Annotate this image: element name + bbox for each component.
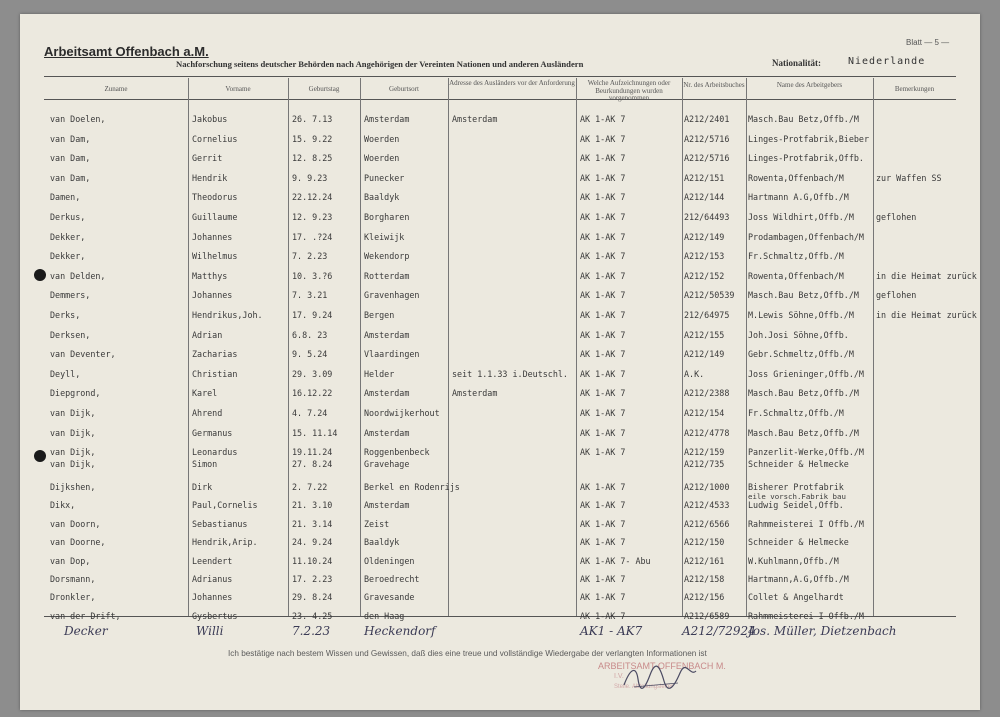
cell-firstname: Hendrik (192, 172, 228, 183)
cell-birthdate: 15. 9.22 (292, 133, 333, 144)
cell-birthplace: Baaldyk (364, 537, 400, 548)
cell-employer-continuation: eile vorsch.Fabrik bau (748, 492, 846, 501)
cell-records: AK 1-AK 7 (580, 408, 626, 418)
cell-birthdate: 19.11.24 (292, 447, 333, 458)
cell-employer: Bisherer Protfabrik (748, 482, 844, 492)
cell-employer: Joss Grieninger,Offb./M (748, 368, 864, 379)
cell-employer: Fr.Schmaltz,Offb./M (748, 251, 844, 262)
table-header-rule (44, 99, 956, 100)
cell-birthdate: 12. 9.23 (292, 212, 333, 222)
cell-firstname: Gerrit (192, 153, 223, 164)
cell-birthplace: Noordwijkerhout (364, 408, 440, 418)
cell-workbook-no: A212/4778 (684, 427, 730, 438)
cell-address: Amsterdam (452, 388, 498, 399)
cell-surname: Dronkler, (50, 592, 96, 603)
cell-employer: Masch.Bau Betz,Offb./M (748, 427, 859, 438)
handwritten-employer: Jos. Müller, Dietzenbach (748, 624, 897, 638)
cell-records: AK 1-AK 7 (580, 153, 626, 164)
cell-employer: Masch.Bau Betz,Offb./M (748, 114, 859, 124)
cell-birthdate: 12. 8.25 (292, 153, 333, 164)
cell-surname: Derks, (50, 310, 81, 320)
cell-records: AK 1-AK 7 (580, 251, 626, 262)
cell-records: AK 1-AK 7 (580, 368, 626, 379)
cell-surname: Diepgrond, (50, 388, 101, 399)
cell-employer: Hartmann A.G,Offb./M (748, 192, 849, 203)
cell-records: AK 1-AK 7 (580, 500, 626, 511)
cell-remarks: in die Heimat zurück (876, 310, 977, 320)
cell-workbook-no: A212/735 (684, 459, 725, 469)
cell-firstname: Matthys (192, 270, 228, 281)
cell-firstname: Zacharias (192, 349, 238, 360)
certification-text: Ich bestätige nach bestem Wissen und Gewissen, daß dies eine treue und vollständige Wiedergabe der verlangten Informationen ist (228, 649, 707, 658)
cell-records: AK 1-AK 7 (580, 329, 626, 340)
cell-records: AK 1-AK 7 (580, 537, 626, 548)
column-header: Nr. des Arbeitsbuches (683, 81, 745, 89)
cell-birthplace: Gravehage (364, 459, 410, 469)
cell-birthdate: 10. 3.?6 (292, 270, 333, 281)
cell-birthdate: 29. 8.24 (292, 592, 333, 603)
cell-birthplace: Kleiwijk (364, 231, 405, 242)
cell-workbook-no: A212/156 (684, 592, 725, 603)
cell-records: AK 1-AK 7 (580, 427, 626, 438)
cell-firstname: Hendrik,Arip. (192, 537, 258, 548)
cell-address: seit 1.1.33 i.Deutschl. (452, 368, 568, 379)
cell-birthplace: Amsterdam (364, 427, 410, 438)
cell-employer: Prodambagen,Offenbach/M (748, 231, 864, 242)
cell-workbook-no: 212/64493 (684, 212, 730, 222)
handwritten-birthdate: 7.2.23 (292, 624, 331, 638)
cell-workbook-no: A212/149 (684, 231, 725, 242)
cell-records: AK 1-AK 7 (580, 231, 626, 242)
column-header: Welche Aufzeichnungen oder Beurkundungen wurden vorgenommen (587, 79, 671, 102)
cell-employer: Rowenta,Offenbach/M (748, 172, 844, 183)
cell-firstname: Dirk (192, 482, 213, 492)
cell-surname: Demmers, (50, 290, 91, 301)
cell-birthplace: Helder (364, 368, 395, 379)
handwritten-firstname: Willi (196, 624, 224, 638)
cell-birthplace: Amsterdam (364, 500, 410, 511)
column-header: Geburtstag (308, 85, 340, 93)
cell-records: AK 1-AK 7 (580, 133, 626, 144)
cell-records: AK 1-AK 7 (580, 172, 626, 183)
cell-employer: W.Kuhlmann,Offb./M (748, 555, 839, 566)
cell-employer: Masch.Bau Betz,Offb./M (748, 388, 859, 399)
cell-birthdate: 11.10.24 (292, 555, 333, 566)
document-subtitle: Nachforschung seitens deutscher Behörden nach Angehörigen der Vereinten Nationen und anderen Ausländern (176, 59, 584, 69)
cell-firstname: Hendrikus,Joh. (192, 310, 263, 320)
cell-birthdate: 27. 8.24 (292, 459, 333, 469)
cell-firstname: Johannes (192, 592, 233, 603)
column-divider (873, 78, 874, 616)
cell-birthplace: Gravenhagen (364, 290, 420, 301)
office-stamp-line3: Stelle. Abteilungsleiter (614, 684, 674, 690)
cell-surname: van Dam, (50, 153, 91, 164)
cell-firstname: Germanus (192, 427, 233, 438)
column-header: Vorname (225, 85, 251, 93)
column-divider (360, 78, 361, 616)
cell-employer: Fr.Schmaltz,Offb./M (748, 408, 844, 418)
cell-birthplace: Beroedrecht (364, 574, 420, 584)
nationality-value: Niederlande (848, 56, 926, 67)
cell-workbook-no: A212/6566 (684, 518, 730, 529)
cell-surname: Derksen, (50, 329, 91, 340)
column-divider (576, 78, 577, 616)
cell-surname: van Dijk, (50, 447, 96, 458)
cell-employer: Schneider & Helmecke (748, 537, 849, 548)
cell-firstname: Johannes (192, 290, 233, 301)
cell-firstname: Sebastianus (192, 518, 248, 529)
cell-surname: van Dop, (50, 555, 91, 566)
cell-birthplace: Woerden (364, 153, 400, 164)
column-divider (682, 78, 683, 616)
table-top-rule (44, 76, 956, 77)
cell-birthplace: Rotterdam (364, 270, 410, 281)
column-divider (188, 78, 189, 616)
cell-birthplace: Vlaardingen (364, 349, 420, 360)
cell-remarks: geflohen (876, 290, 917, 301)
cell-birthdate: 21. 3.10 (292, 500, 333, 511)
cell-records: AK 1-AK 7 (580, 518, 626, 529)
handwritten-workbook-no: A212/72924 (682, 624, 756, 638)
cell-employer: Ludwig Seidel,Offb. (748, 500, 844, 511)
cell-birthplace: Woerden (364, 133, 400, 144)
cell-surname: van Dijk, (50, 408, 96, 418)
cell-workbook-no: A212/4533 (684, 500, 730, 511)
cell-surname: van Dijk, (50, 459, 96, 469)
cell-surname: van Dam, (50, 133, 91, 144)
cell-birthdate: 17. 9.24 (292, 310, 333, 320)
cell-birthplace: Bergen (364, 310, 395, 320)
handwritten-birthplace: Heckendorf (364, 624, 436, 638)
cell-workbook-no: A.K. (684, 368, 705, 379)
column-divider (448, 78, 449, 616)
cell-workbook-no: A212/2401 (684, 114, 730, 124)
cell-workbook-no: A212/5716 (684, 153, 730, 164)
cell-birthplace: Zeist (364, 518, 390, 529)
cell-firstname: Karel (192, 388, 218, 399)
cell-surname: van Doelen, (50, 114, 106, 124)
cell-surname: van Doorn, (50, 518, 101, 529)
cell-records: AK 1-AK 7- Abu (580, 555, 651, 566)
cell-employer: Joss Wildhirt,Offb./M (748, 212, 854, 222)
cell-employer: Gebr.Schmeltz,Offb./M (748, 349, 854, 360)
cell-workbook-no: A212/144 (684, 192, 725, 203)
cell-birthdate: 17. .?24 (292, 231, 333, 242)
cell-workbook-no: A212/151 (684, 172, 725, 183)
cell-birthdate: 6.8. 23 (292, 329, 328, 340)
cell-firstname: Adrian (192, 329, 223, 340)
cell-employer: Collet & Angelhardt (748, 592, 844, 603)
column-header: Adresse des Ausländers vor der Anforderung (449, 79, 575, 87)
cell-surname: Dekker, (50, 231, 86, 242)
cell-birthplace: Punecker (364, 172, 405, 183)
cell-birthdate: 15. 11.14 (292, 427, 338, 438)
nationality-label: Nationalität: (772, 58, 821, 68)
signature (620, 661, 700, 695)
cell-employer: Rowenta,Offenbach/M (748, 270, 844, 281)
cell-birthplace: Berkel en Rodenrijs (364, 482, 460, 492)
column-divider (288, 78, 289, 616)
handwritten-surname: Decker (64, 624, 108, 638)
cell-records: AK 1-AK 7 (580, 310, 626, 320)
punch-hole-bottom (34, 450, 46, 462)
cell-firstname: Leonardus (192, 447, 238, 458)
cell-birthdate: 29. 3.09 (292, 368, 333, 379)
cell-employer: Masch.Bau Betz,Offb./M (748, 290, 859, 301)
cell-surname: Damen, (50, 192, 81, 203)
punch-hole-top (34, 269, 46, 281)
cell-records: AK 1-AK 7 (580, 212, 626, 222)
cell-surname: van der Drift, (50, 610, 121, 621)
cell-records: AK 1-AK 7 (580, 192, 626, 203)
cell-records: AK 1-AK 7 (580, 114, 626, 124)
cell-employer: Joh.Josi Söhne,Offb. (748, 329, 849, 340)
cell-surname: Dikx, (50, 500, 76, 511)
column-header: Geburtsort (389, 85, 419, 93)
cell-records: AK 1-AK 7 (580, 610, 626, 621)
cell-employer: Linges-Protfabrik,Bieber (748, 133, 870, 144)
cell-remarks: zur Waffen SS (876, 172, 942, 183)
cell-firstname: Simon (192, 459, 218, 469)
document-sheet (20, 14, 980, 710)
cell-surname: van Doorne, (50, 537, 106, 548)
cell-workbook-no: A212/5716 (684, 133, 730, 144)
cell-firstname: Cornelius (192, 133, 238, 144)
cell-birthdate: 7. 3.21 (292, 290, 328, 301)
cell-records: AK 1-AK 7 (580, 388, 626, 399)
sheet-number: Blatt — 5 — (906, 38, 950, 47)
cell-remarks: in die Heimat zurück (876, 270, 977, 281)
cell-workbook-no: A212/149 (684, 349, 725, 360)
cell-records: AK 1-AK 7 (580, 574, 626, 584)
cell-firstname: Leendert (192, 555, 233, 566)
cell-firstname: Theodorus (192, 192, 238, 203)
cell-birthplace: Oldeningen (364, 555, 415, 566)
cell-birthdate: 17. 2.23 (292, 574, 333, 584)
cell-birthplace: Amsterdam (364, 114, 410, 124)
cell-birthplace: Amsterdam (364, 388, 410, 399)
cell-birthdate: 23. 4.25 (292, 610, 333, 621)
cell-birthplace: Roggenbenbeck (364, 447, 430, 458)
cell-workbook-no: 212/64975 (684, 310, 730, 320)
column-header: Zuname (104, 85, 128, 93)
cell-firstname: Jakobus (192, 114, 228, 124)
cell-employer: Panzerlit-Werke,Offb./M (748, 447, 864, 458)
cell-birthplace: Gravesande (364, 592, 415, 603)
cell-workbook-no: A212/50539 (684, 290, 735, 301)
cell-records: AK 1-AK 7 (580, 592, 626, 603)
cell-workbook-no: A212/154 (684, 408, 725, 418)
cell-workbook-no: A212/158 (684, 574, 725, 584)
cell-firstname: Ahrend (192, 408, 223, 418)
cell-firstname: Christian (192, 368, 238, 379)
cell-employer: Schneider & Helmecke (748, 459, 849, 469)
cell-workbook-no: A212/153 (684, 251, 725, 262)
column-header: Name des Arbeitgebers (776, 81, 843, 89)
cell-birthdate: 21. 3.14 (292, 518, 333, 529)
cell-employer: Rahmmeisterei I Offb./M (748, 610, 864, 621)
cell-firstname: Gysbertus (192, 610, 238, 621)
cell-surname: van Dijk, (50, 427, 96, 438)
cell-birthdate: 9. 5.24 (292, 349, 328, 360)
column-divider (746, 78, 747, 616)
cell-workbook-no: A212/6589 (684, 610, 730, 621)
cell-birthplace: Amsterdam (364, 329, 410, 340)
cell-surname: Dijkshen, (50, 482, 96, 492)
cell-surname: Dekker, (50, 251, 86, 262)
cell-birthdate: 4. 7.24 (292, 408, 328, 418)
cell-surname: van Delden, (50, 270, 106, 281)
cell-birthplace: Wekendorp (364, 251, 410, 262)
office-title: Arbeitsamt Offenbach a.M. (44, 44, 209, 59)
cell-records: AK 1-AK 7 (580, 447, 626, 458)
cell-birthplace: den Haag (364, 610, 405, 621)
cell-birthdate: 26. 7.13 (292, 114, 333, 124)
cell-birthdate: 24. 9.24 (292, 537, 333, 548)
cell-firstname: Wilhelmus (192, 251, 238, 262)
cell-birthdate: 16.12.22 (292, 388, 333, 399)
cell-birthplace: Baaldyk (364, 192, 400, 203)
cell-firstname: Adrianus (192, 574, 233, 584)
office-stamp-line1: ARBEITSAMT OFFENBACH M. (598, 661, 726, 671)
cell-surname: Derkus, (50, 212, 86, 222)
cell-surname: van Dam, (50, 172, 91, 183)
cell-birthdate: 2. 7.22 (292, 482, 328, 492)
cell-records: AK 1-AK 7 (580, 290, 626, 301)
cell-workbook-no: A212/1000 (684, 482, 730, 492)
cell-employer: Hartmann,A.G,Offb./M (748, 574, 849, 584)
cell-birthplace: Borgharen (364, 212, 410, 222)
cell-workbook-no: A212/2388 (684, 388, 730, 399)
office-stamp-line2: I.V. (614, 673, 624, 680)
cell-surname: van Deventer, (50, 349, 116, 360)
cell-birthdate: 9. 9.23 (292, 172, 328, 183)
cell-workbook-no: A212/150 (684, 537, 725, 548)
cell-birthdate: 7. 2.23 (292, 251, 328, 262)
cell-address: Amsterdam (452, 114, 498, 124)
cell-workbook-no: A212/161 (684, 555, 725, 566)
cell-records: AK 1-AK 7 (580, 270, 626, 281)
cell-records: AK 1-AK 7 (580, 349, 626, 360)
column-header: Bemerkungen (894, 85, 935, 93)
cell-employer: Rahmmeisterei I Offb./M (748, 518, 864, 529)
cell-firstname: Guillaume (192, 212, 238, 222)
cell-workbook-no: A212/152 (684, 270, 725, 281)
cell-firstname: Paul,Cornelis (192, 500, 258, 511)
cell-workbook-no: A212/155 (684, 329, 725, 340)
cell-surname: Deyll, (50, 368, 81, 379)
cell-remarks: geflohen (876, 212, 917, 222)
handwritten-records: AK1 - AK7 (580, 624, 643, 638)
cell-employer: Linges-Protfabrik,Offb. (748, 153, 864, 164)
cell-records: AK 1-AK 7 (580, 482, 626, 492)
cell-surname: Dorsmann, (50, 574, 96, 584)
cell-firstname: Johannes (192, 231, 233, 242)
cell-employer: M.Lewis Söhne,Offb./M (748, 310, 854, 320)
cell-birthdate: 22.12.24 (292, 192, 333, 203)
cell-workbook-no: A212/159 (684, 447, 725, 458)
